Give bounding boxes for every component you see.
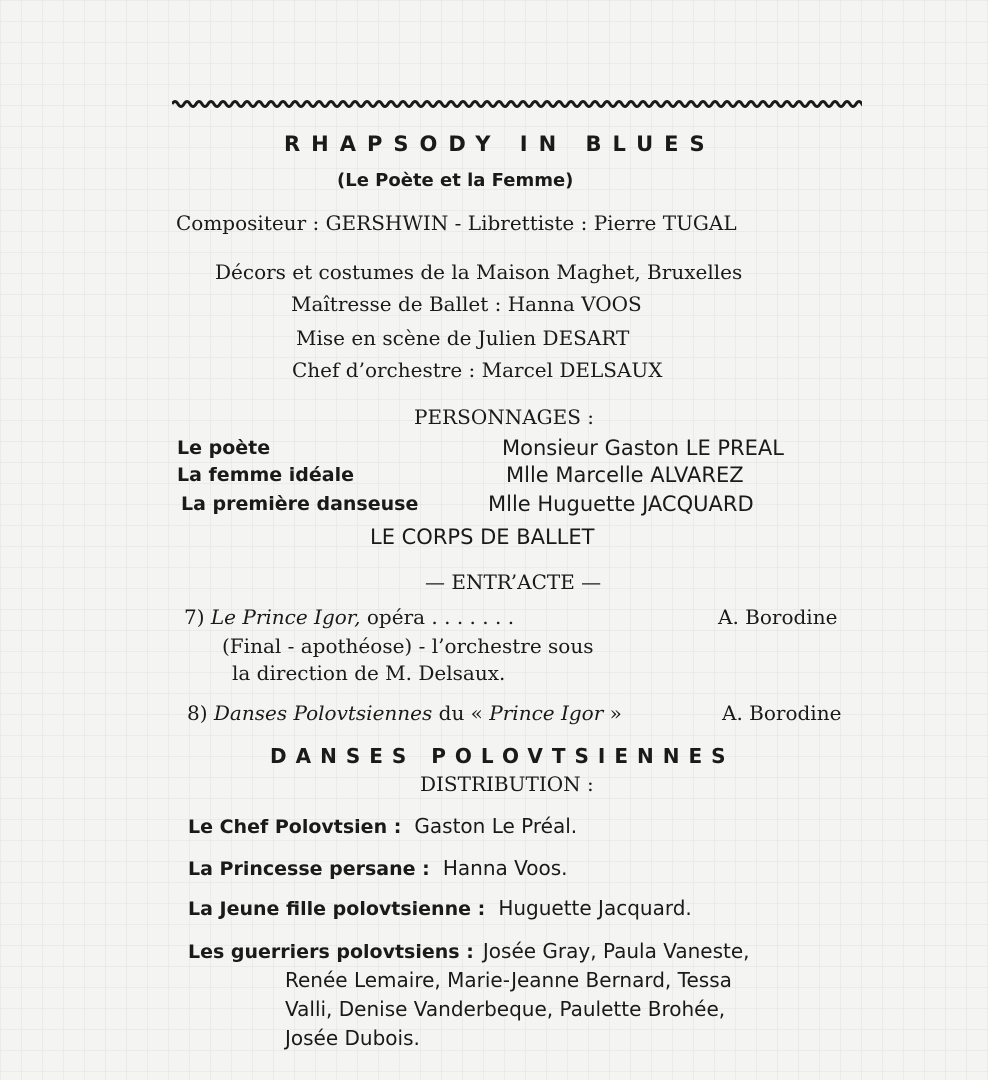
role-femme-ideale: La femme idéale bbox=[177, 464, 355, 486]
dist-actor: Gaston Le Préal. bbox=[414, 814, 578, 838]
dist-role: La Jeune fille polovtsienne : bbox=[188, 898, 486, 920]
role-premiere-danseuse: La première danseuse bbox=[181, 493, 419, 515]
program-title-b: Prince Igor bbox=[489, 701, 604, 725]
dist-actor: Josée Gray, Paula Vaneste, bbox=[482, 939, 750, 963]
credit-decors: Décors et costumes de la Maison Maghet, Bruxelles bbox=[215, 260, 743, 284]
dist-actor: Huguette Jacquard. bbox=[498, 896, 692, 920]
dist-role: La Princesse persane : bbox=[188, 858, 430, 880]
composer-line: Compositeur : GERSHWIN - Librettiste : Pierre TUGAL bbox=[176, 211, 737, 235]
dist-actor: Hanna Voos. bbox=[442, 856, 568, 880]
guerriers-line-4: Josée Dubois. bbox=[285, 1026, 420, 1050]
credit-ballet-mistress: Maîtresse de Ballet : Hanna VOOS bbox=[291, 292, 642, 316]
dist-row-chef bbox=[188, 814, 577, 838]
program-composer-8: A. Borodine bbox=[722, 701, 842, 725]
program-item-8 bbox=[187, 701, 622, 725]
credit-mise-en-scene: Mise en scène de Julien DESART bbox=[296, 326, 630, 350]
personnages-heading: PERSONNAGES : bbox=[414, 405, 595, 429]
dist-row-jeune-fille bbox=[188, 896, 692, 920]
role-le-poete: Le poète bbox=[177, 437, 271, 459]
danses-heading: DANSES POLOVTSIENNES bbox=[270, 744, 735, 768]
actor-le-poete: Monsieur Gaston LE PREAL bbox=[502, 436, 784, 460]
program-text: opéra . . . . . . . bbox=[360, 605, 515, 629]
dist-role: Le Chef Polovtsien : bbox=[188, 816, 402, 838]
program-item-7 bbox=[184, 605, 514, 629]
program-number: 7) bbox=[184, 605, 205, 629]
dist-row-guerriers bbox=[188, 939, 750, 963]
program-title: Le Prince Igor, bbox=[210, 605, 361, 629]
entracte-heading: — ENTR’ACTE — bbox=[425, 570, 602, 594]
actor-femme-ideale: Mlle Marcelle ALVAREZ bbox=[506, 463, 744, 487]
dist-role: Les guerriers polovtsiens : bbox=[188, 941, 474, 963]
program-number: 8) bbox=[187, 701, 208, 725]
dist-row-princesse bbox=[188, 856, 568, 880]
guerriers-line-2: Renée Lemaire, Marie-Jeanne Bernard, Tessa bbox=[285, 968, 732, 992]
page-subtitle: (Le Poète et la Femme) bbox=[337, 170, 574, 191]
program-text: du « bbox=[432, 701, 490, 725]
program-text-b: » bbox=[603, 701, 622, 725]
credit-conductor: Chef d’orchestre : Marcel DELSAUX bbox=[292, 358, 663, 382]
program-7-line2: (Final - apothéose) - l’orchestre sous bbox=[222, 634, 594, 658]
wavy-divider bbox=[172, 96, 862, 112]
page-title: RHAPSODY IN BLUES bbox=[284, 132, 716, 156]
corps-de-ballet: LE CORPS DE BALLET bbox=[370, 525, 595, 549]
actor-premiere-danseuse: Mlle Huguette JACQUARD bbox=[488, 492, 754, 516]
program-title: Danses Polovtsiennes bbox=[213, 701, 433, 725]
program-composer-7: A. Borodine bbox=[718, 605, 838, 629]
guerriers-line-3: Valli, Denise Vanderbeque, Paulette Brohée, bbox=[285, 997, 726, 1021]
distribution-heading: DISTRIBUTION : bbox=[420, 772, 594, 796]
program-7-line3: la direction de M. Delsaux. bbox=[232, 661, 506, 685]
